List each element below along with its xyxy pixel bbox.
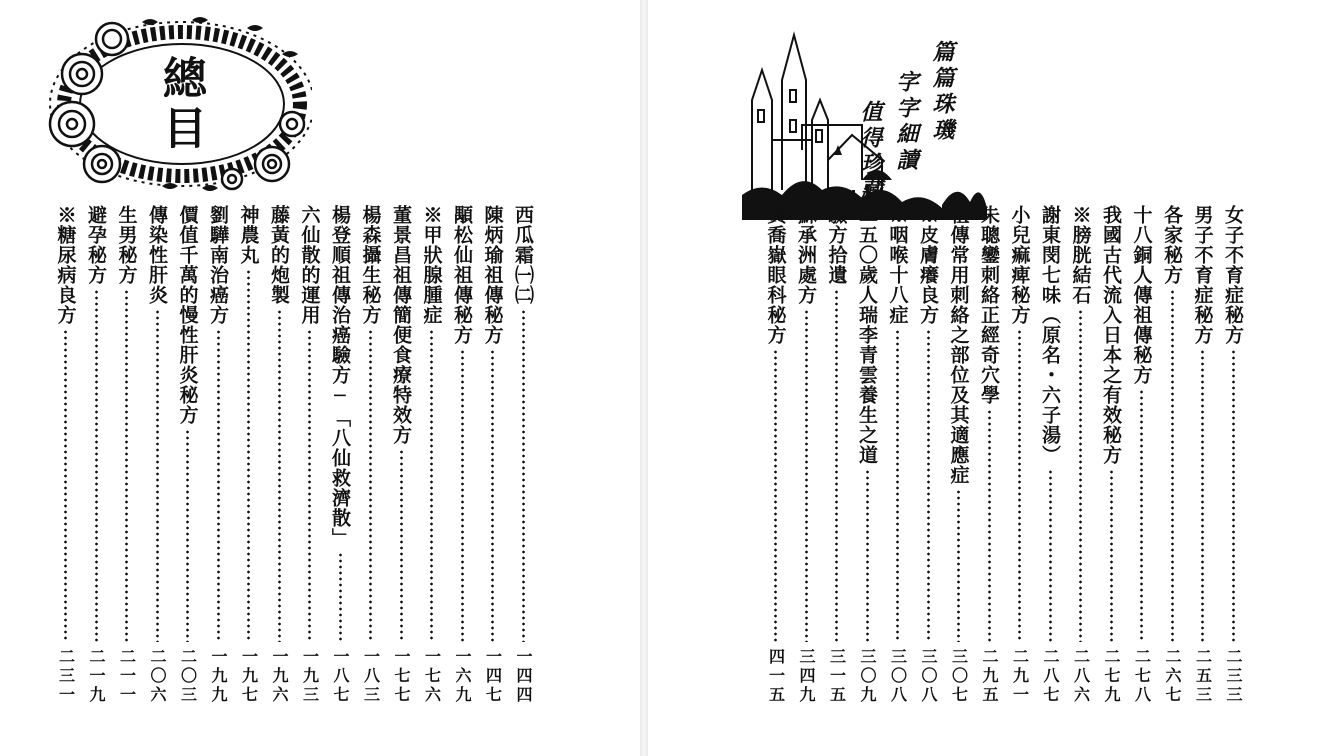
- dotted-leader: [988, 409, 991, 642]
- toc-entry: [386, 205, 416, 705]
- toc-entry-title: ※膀胱結石: [1069, 205, 1092, 305]
- toc-entry: [203, 205, 233, 705]
- toc-entry-page-number: 一九三: [300, 648, 320, 705]
- toc-entry-title: 西瓜霜㈠㈡: [512, 205, 534, 305]
- toc-entry-title: 朱聰鑾刺絡正經奇穴學: [978, 205, 1000, 405]
- dotted-leader: [217, 329, 220, 642]
- toc-entry-title: 謝東閔七味（原名・六子湯）: [1039, 205, 1061, 465]
- dotted-leader: [430, 329, 433, 642]
- dotted-leader: [64, 329, 67, 642]
- dotted-leader: [1140, 389, 1143, 642]
- toc-entry-title: 董景昌祖傳簡便食療特效方: [390, 205, 412, 445]
- dotted-leader: [308, 329, 311, 642]
- toc-entry-title: 男子不育症秘方: [1191, 205, 1214, 345]
- toc-entry-page-number: 三一五: [827, 648, 847, 705]
- toc-entry: [974, 205, 1004, 705]
- book-gutter: [640, 0, 648, 756]
- toc-entry-page-number: 三四九: [797, 648, 816, 705]
- dotted-leader: [1110, 469, 1113, 642]
- dotted-leader: [491, 349, 494, 642]
- toc-entry-title: 劉驊南治癌方: [207, 205, 229, 325]
- toc-entry-title: 顒松仙祖傳秘方: [451, 205, 473, 345]
- toc-entry-title: 神農丸: [237, 205, 260, 265]
- toc-entry-title: 驗方拾遺: [825, 205, 848, 285]
- toc-entry-title: 十八銅人傳祖傳秘方: [1130, 205, 1153, 385]
- toc-entry-page-number: 二〇六: [148, 648, 167, 705]
- dotted-leader: [247, 269, 250, 642]
- toc-entry: [51, 205, 81, 705]
- dotted-leader: [1171, 289, 1174, 642]
- toc-entry: [417, 205, 447, 705]
- toc-entry: [1005, 205, 1035, 705]
- toc-entry-title: 祖傳常用刺絡之部位及其適應症: [947, 205, 970, 485]
- toc-entry-page-number: 三〇八: [888, 648, 908, 705]
- toc-entry-page-number: 二八七: [1041, 648, 1060, 705]
- toc-entry-page-number: 二七九: [1102, 648, 1121, 705]
- dotted-leader: [1018, 329, 1021, 642]
- toc-entry: [173, 205, 203, 705]
- toc-entry: [478, 205, 508, 705]
- toc-entry-page-number: 一九六: [270, 648, 289, 705]
- toc-entry: [447, 205, 477, 705]
- toc-entry-title: 避孕秘方: [85, 205, 107, 285]
- toc-entry-page-number: 二六七: [1163, 648, 1182, 705]
- toc-entry-page-number: 一四四: [514, 648, 533, 705]
- dotted-leader: [186, 429, 189, 642]
- motto-line-3: 值得珍藏: [857, 100, 883, 204]
- dotted-leader: [927, 329, 930, 642]
- dotted-leader: [125, 289, 128, 642]
- toc-entry-page-number: 二一一: [117, 648, 137, 705]
- toc-entry-title: 生男秘方: [115, 205, 138, 285]
- dotted-leader: [896, 329, 899, 642]
- dotted-leader: [522, 309, 525, 642]
- toc-entry-title: 小兒痲痺秘方: [1008, 205, 1031, 325]
- toc-entry-title: 藤黃的炮製: [268, 205, 290, 305]
- toc-entry-page-number: 二五三: [1193, 648, 1213, 705]
- toc-entry: [112, 205, 142, 705]
- dotted-leader: [369, 329, 372, 642]
- dotted-leader: [1049, 469, 1052, 642]
- dotted-leader: [1079, 309, 1082, 642]
- toc-entry: [1035, 205, 1065, 705]
- toc-entry-title: 六仙散的運用: [298, 205, 321, 325]
- toc-entry-title: 價值千萬的慢性肝炎秘方: [176, 205, 199, 425]
- toc-entry-page-number: 一六九: [453, 648, 472, 705]
- toc-entry: [1157, 205, 1187, 705]
- toc-entry-page-number: 一八三: [361, 648, 381, 705]
- toc-entry-title: 各家秘方: [1161, 205, 1183, 285]
- toc-entry: [356, 205, 386, 705]
- toc-entry-title: 二五〇歲人瑞李青雲養生之道: [856, 205, 878, 465]
- toc-entry-page-number: 二八六: [1071, 648, 1091, 705]
- toc-entry: [913, 205, 943, 705]
- toc-entry: [325, 205, 355, 705]
- toc-entry: [295, 205, 325, 705]
- toc-entry-page-number: 一七七: [392, 648, 411, 705]
- toc-entry-page-number: 二〇三: [178, 648, 198, 705]
- dotted-leader: [156, 309, 159, 642]
- toc-entry: [81, 205, 111, 705]
- toc-entry-page-number: 三〇七: [949, 648, 969, 705]
- toc-entry-title: 女子不育症秘方: [1222, 205, 1244, 345]
- toc-entry-page-number: 二三一: [56, 648, 76, 705]
- toc-entry: [508, 205, 538, 705]
- toc-entry-page-number: 二一九: [87, 648, 106, 705]
- toc-entry-page-number: 二九一: [1010, 648, 1030, 705]
- toc-entry-title: ※皮膚癢良方: [917, 205, 939, 325]
- dotted-leader: [461, 349, 464, 642]
- motto-line-2: 字字細讀: [893, 70, 919, 174]
- toc-entry-page-number: 一九七: [239, 648, 259, 705]
- toc-entry-page-number: 一四七: [483, 648, 503, 705]
- dotted-leader: [957, 489, 960, 642]
- toc-entry: [1096, 205, 1126, 705]
- dotted-leader: [866, 469, 869, 642]
- dotted-leader: [1232, 349, 1235, 642]
- toc-entry-title: ※咽喉十八症: [886, 205, 909, 325]
- toc-entry: [1127, 205, 1157, 705]
- toc-entry-title: ※甲狀腺腫症: [420, 205, 443, 325]
- dotted-leader: [1201, 349, 1204, 642]
- toc-entry-page-number: 三〇八: [919, 648, 938, 705]
- toc-entry: [1188, 205, 1218, 705]
- toc-entry-page-number: 二三三: [1224, 648, 1243, 705]
- dotted-leader: [400, 449, 403, 642]
- toc-entry-page-number: 二七八: [1132, 648, 1152, 705]
- toc-entry-title: 蘇承洲處方: [795, 205, 817, 305]
- toc-entry: [264, 205, 294, 705]
- toc-entry-page-number: 一八七: [331, 648, 350, 705]
- toc-entry-page-number: 一九九: [209, 648, 228, 705]
- toc-entry-page-number: 三〇九: [858, 648, 877, 705]
- toc-entry: [791, 205, 821, 705]
- page-heading: 總目: [155, 55, 206, 155]
- toc-entry-title: 楊登順祖傳治癌驗方─「八仙救濟散」: [329, 205, 351, 548]
- toc-entry: [1218, 205, 1248, 705]
- dotted-leader: [339, 552, 342, 642]
- toc-entry-page-number: 二九五: [980, 648, 999, 705]
- toc-entry: [852, 205, 882, 705]
- toc-entry: [822, 205, 852, 705]
- toc-entry: [234, 205, 264, 705]
- toc-entry: [944, 205, 974, 705]
- toc-entry-title: 陳炳瑜祖傳秘方: [481, 205, 504, 345]
- toc-entry: [883, 205, 913, 705]
- toc-entry-title: 黃喬嶽眼科秘方: [764, 205, 787, 345]
- toc-entry: [761, 205, 791, 705]
- dotted-leader: [835, 289, 838, 642]
- toc-entry-page-number: 四一五: [766, 648, 786, 705]
- motto-line-1: 篇篇珠璣: [929, 40, 955, 144]
- dotted-leader: [805, 309, 808, 642]
- toc-entry: [1066, 205, 1096, 705]
- dotted-leader: [774, 349, 777, 642]
- toc-entry-title: 傳染性肝炎: [146, 205, 168, 305]
- dotted-leader: [95, 289, 98, 642]
- toc-entry-title: 我國古代流入日本之有效秘方: [1100, 205, 1122, 465]
- toc-entry-title: 楊森攝生秘方: [359, 205, 382, 325]
- toc-entry-page-number: 一七六: [422, 648, 442, 705]
- toc-entry-title: ※糖尿病良方: [54, 205, 77, 325]
- toc-entry: [142, 205, 172, 705]
- dotted-leader: [278, 309, 281, 642]
